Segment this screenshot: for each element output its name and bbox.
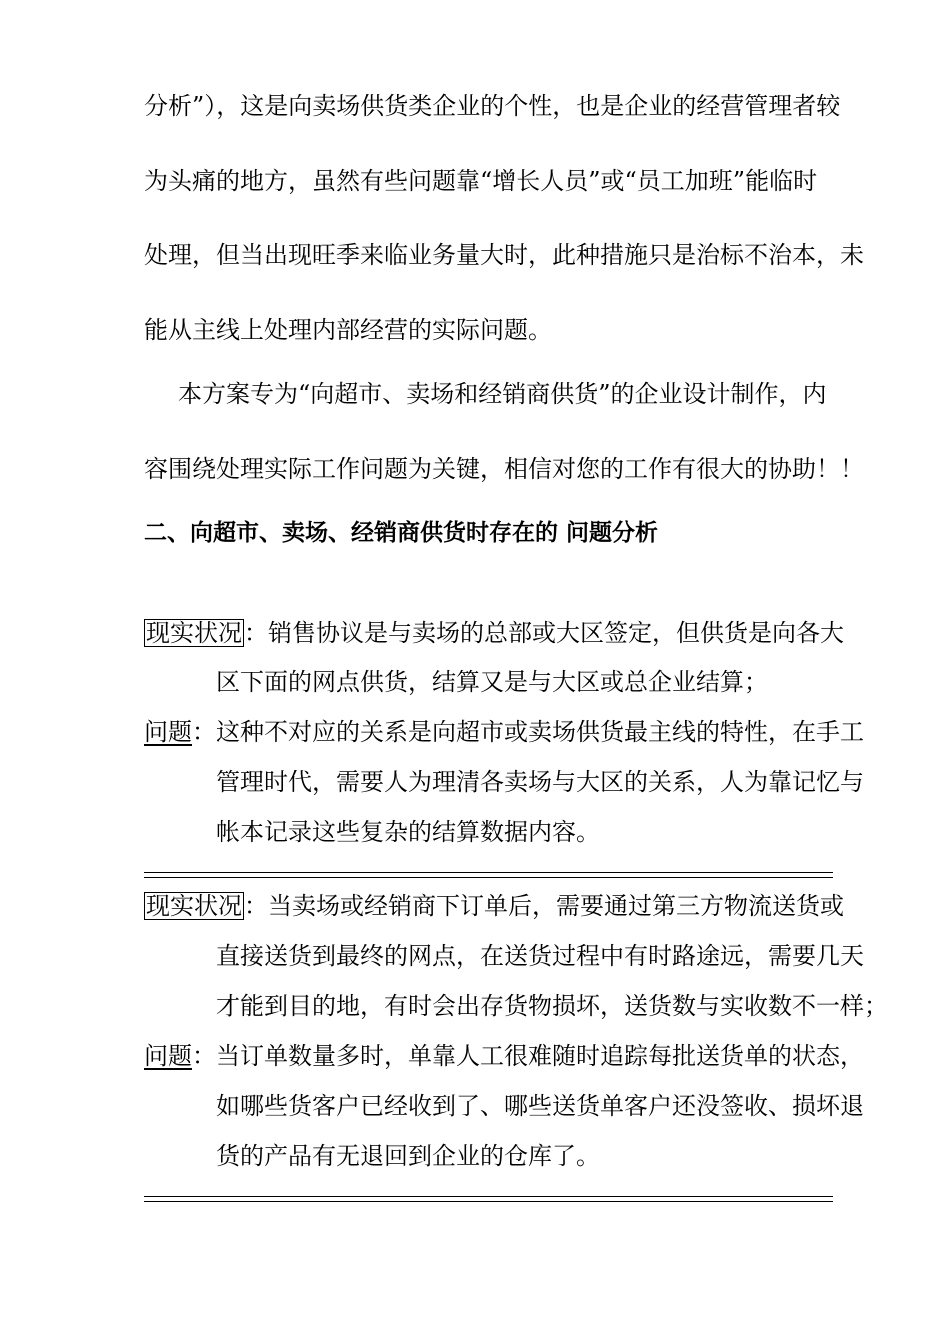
problem-text: ：当订单数量多时，单靠人工很难随时追踪每批送货单的状态， <box>192 1042 864 1070</box>
case-1-status-line-2: 区下面的网点供货，结算又是与大区或总企业结算； <box>216 668 768 696</box>
intro-line-3: 处理，但当出现旺季来临业务量大时，此种措施只是治标不治本，未 <box>144 241 864 269</box>
case-2-problem-line-2: 如哪些货客户已经收到了、哪些送货单客户还没签收、损坏退 <box>216 1092 864 1120</box>
double-rule-separator <box>144 872 833 878</box>
status-text: ：销售协议是与卖场的总部或大区签定，但供货是向各大 <box>244 619 844 647</box>
purpose-line-2: 容围绕处理实际工作问题为关键，相信对您的工作有很大的协助！！ <box>144 455 864 483</box>
case-1-problem-line-2: 管理时代，需要人为理清各卖场与大区的关系，人为靠记忆与 <box>216 768 864 796</box>
status-label: 现实状况 <box>146 892 242 920</box>
status-text: ：当卖场或经销商下订单后，需要通过第三方物流送货或 <box>244 892 844 920</box>
case-2-status-line-1 <box>144 891 844 921</box>
intro-line-1: 分析”），这是向卖场供货类企业的个性，也是企业的经营管理者较 <box>144 92 841 120</box>
double-rule-separator <box>144 1196 833 1202</box>
problem-label: 问题 <box>144 718 192 746</box>
intro-line-4: 能从主线上处理内部经营的实际问题。 <box>144 316 552 344</box>
case-1-problem-line-3: 帐本记录这些复杂的结算数据内容。 <box>216 818 600 846</box>
case-1-problem-line-1 <box>144 717 864 747</box>
intro-line-2: 为头痛的地方，虽然有些问题靠“增长人员”或“员工加班”能临时 <box>144 167 818 195</box>
case-2-status-line-3: 才能到目的地，有时会出存货物损坏，送货数与实收数不一样； <box>216 992 888 1020</box>
status-label: 现实状况 <box>146 619 242 647</box>
purpose-line-1: 本方案专为“向超市、卖场和经销商供货”的企业设计制作，内 <box>178 380 827 408</box>
problem-text: ：这种不对应的关系是向超市或卖场供货最主线的特性，在手工 <box>192 718 864 746</box>
problem-label: 问题 <box>144 1042 192 1070</box>
case-2-status-line-2: 直接送货到最终的网点，在送货过程中有时路途远，需要几天 <box>216 942 864 970</box>
case-2-problem-line-1 <box>144 1041 864 1071</box>
section-heading: 二、向超市、卖场、经销商供货时存在的 问题分析 <box>144 520 659 546</box>
case-1-status-line-1 <box>144 618 844 648</box>
case-2-problem-line-3: 货的产品有无退回到企业的仓库了。 <box>216 1142 600 1170</box>
